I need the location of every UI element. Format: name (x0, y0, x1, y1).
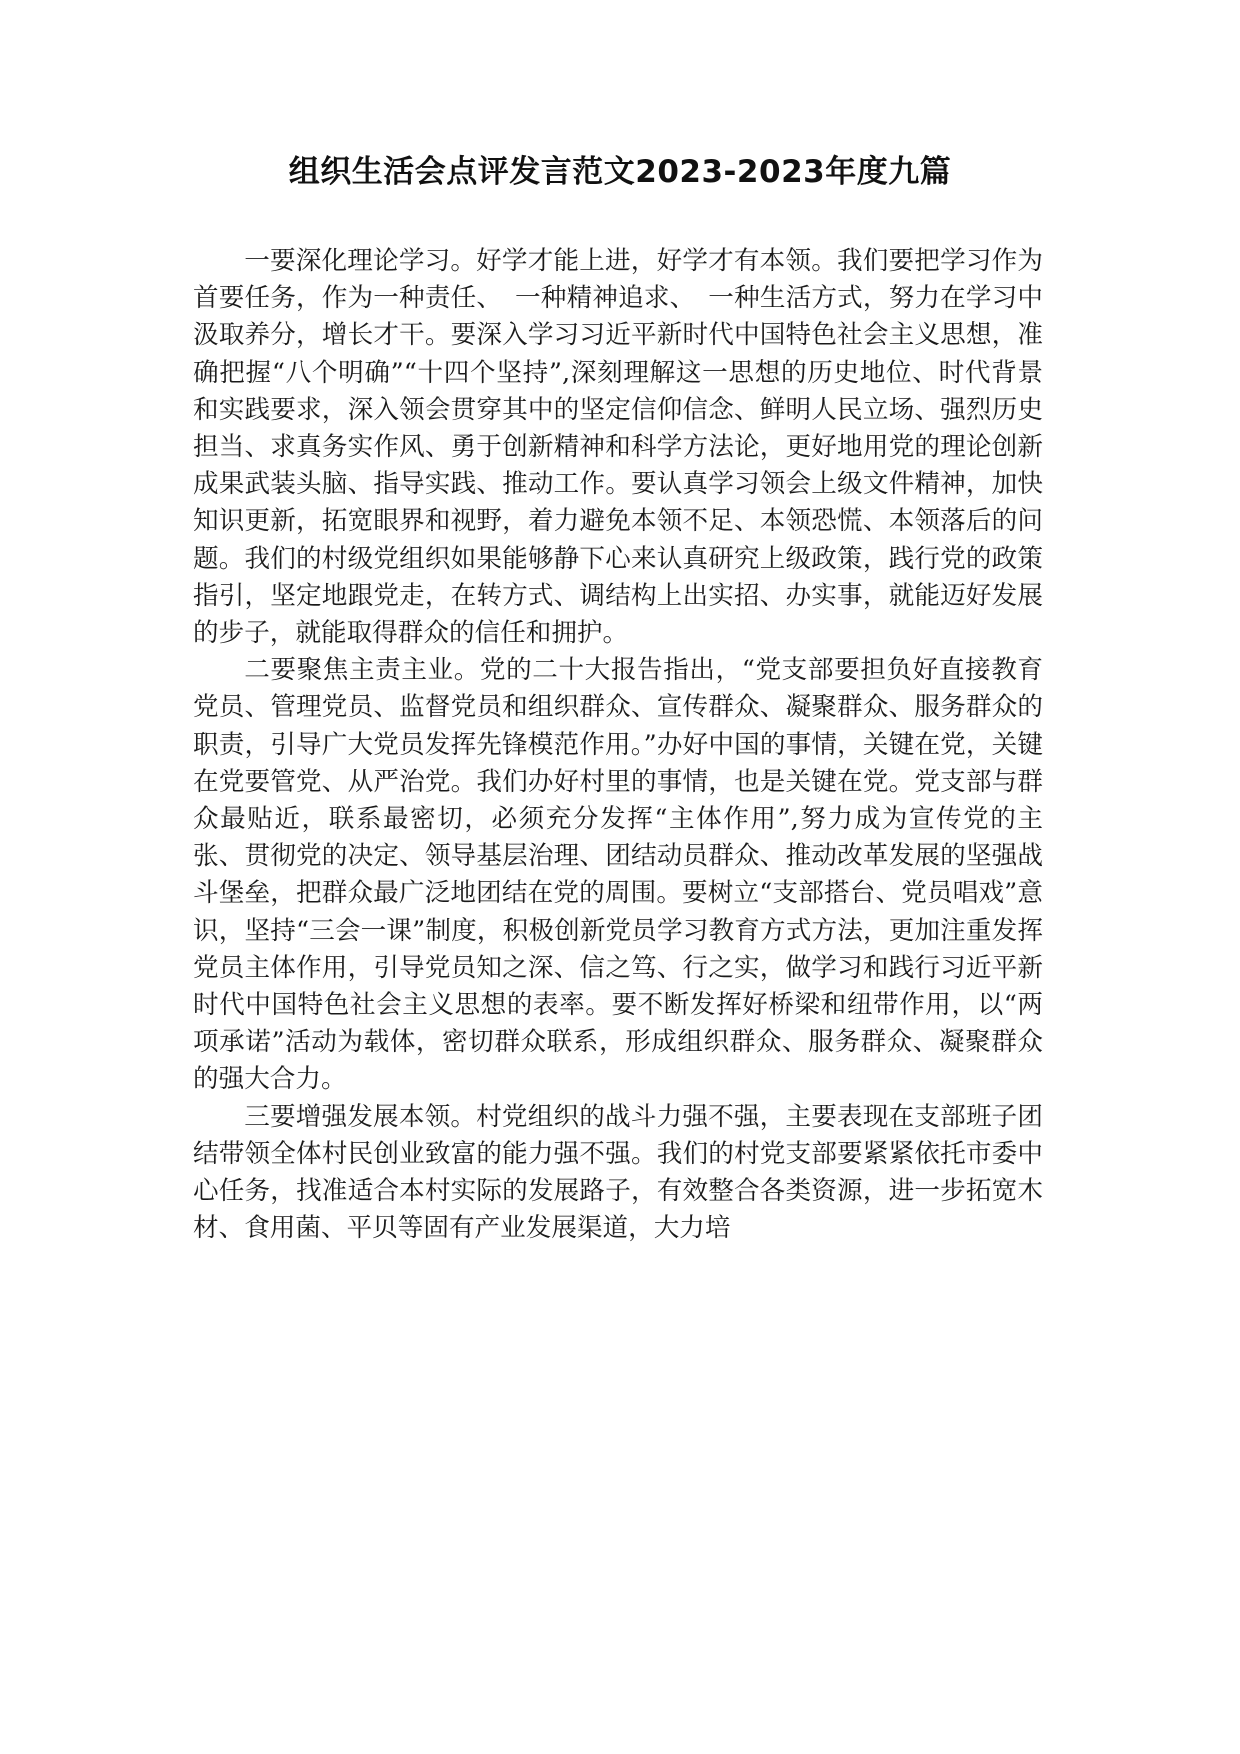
document-body (193, 243, 1043, 1247)
paragraph-1: 一要深化理论学习。好学才能上进，好学才有本领。我们要把学习作为首要任务，作为一种责任、 一种精神追求、 一种生活方式，努力在学习中汲取养分，增长才干。要深入学习习近平新时代中国特色社会主义思想，准确把握“八个明确”“十四个坚持”,深刻理解这一思想的历史地位、时代背景和实践要求，深入领会贯穿其中的坚定信仰信念、鲜明人民立场、强烈历史担当、求真务实作风、勇于创新精神和科学方法论，更好地用党的理论创新成果武装头脑、指导实践、推动工作。要认真学习领会上级文件精神，加快知识更新，拓宽眼界和视野，着力避免本领不足、本领恐慌、本领落后的问题。我们的村级党组织如果能够静下心来认真研究上级政策，践行党的政策指引，坚定地跟党走，在转方式、调结构上出实招、办实事，就能迈好发展的步子，就能取得群众的信任和拥护。 (193, 246, 1043, 649)
document-title: 组织生活会点评发言范文2023-2023年度九篇 (288, 154, 952, 190)
paragraph-2: 二要聚焦主责主业。党的二十大报告指出，“党支部要担负好直接教育党员、管理党员、监督党员和组织群众、宣传群众、凝聚群众、服务群众的职责，引导广大党员发挥先锋模范作用。”办好中国的事情，关键在党，关键在党要管党、从严治党。我们办好村里的事情，也是关键在党。党支部与群众最贴近，联系最密切，必须充分发挥“主体作用”,努力成为宣传党的主张、贯彻党的决定、领导基层治理、团结动员群众、推动改革发展的坚强战斗堡垒，把群众最广泛地团结在党的周围。要树立“支部搭台、党员唱戏”意识，坚持“三会一课”制度，积极创新党员学习教育方式方法，更加注重发挥党员主体作用，引导党员知之深、信之笃、行之实，做学习和践行习近平新时代中国特色社会主义思想的表率。要不断发挥好桥梁和纽带作用，以“两项承诺”活动为载体，密切群众联系，形成组织群众、服务群众、凝聚群众的强大合力。 (193, 655, 1043, 1095)
paragraph-3: 三要增强发展本领。村党组织的战斗力强不强，主要表现在支部班子团结带领全体村民创业致富的能力强不强。我们的村党支部要紧紧依托市委中心任务，找准适合本村实际的发展路子，有效整合各类资源，进一步拓宽木材、食用菌、平贝等固有产业发展渠道，大力培 (193, 1101, 1043, 1244)
